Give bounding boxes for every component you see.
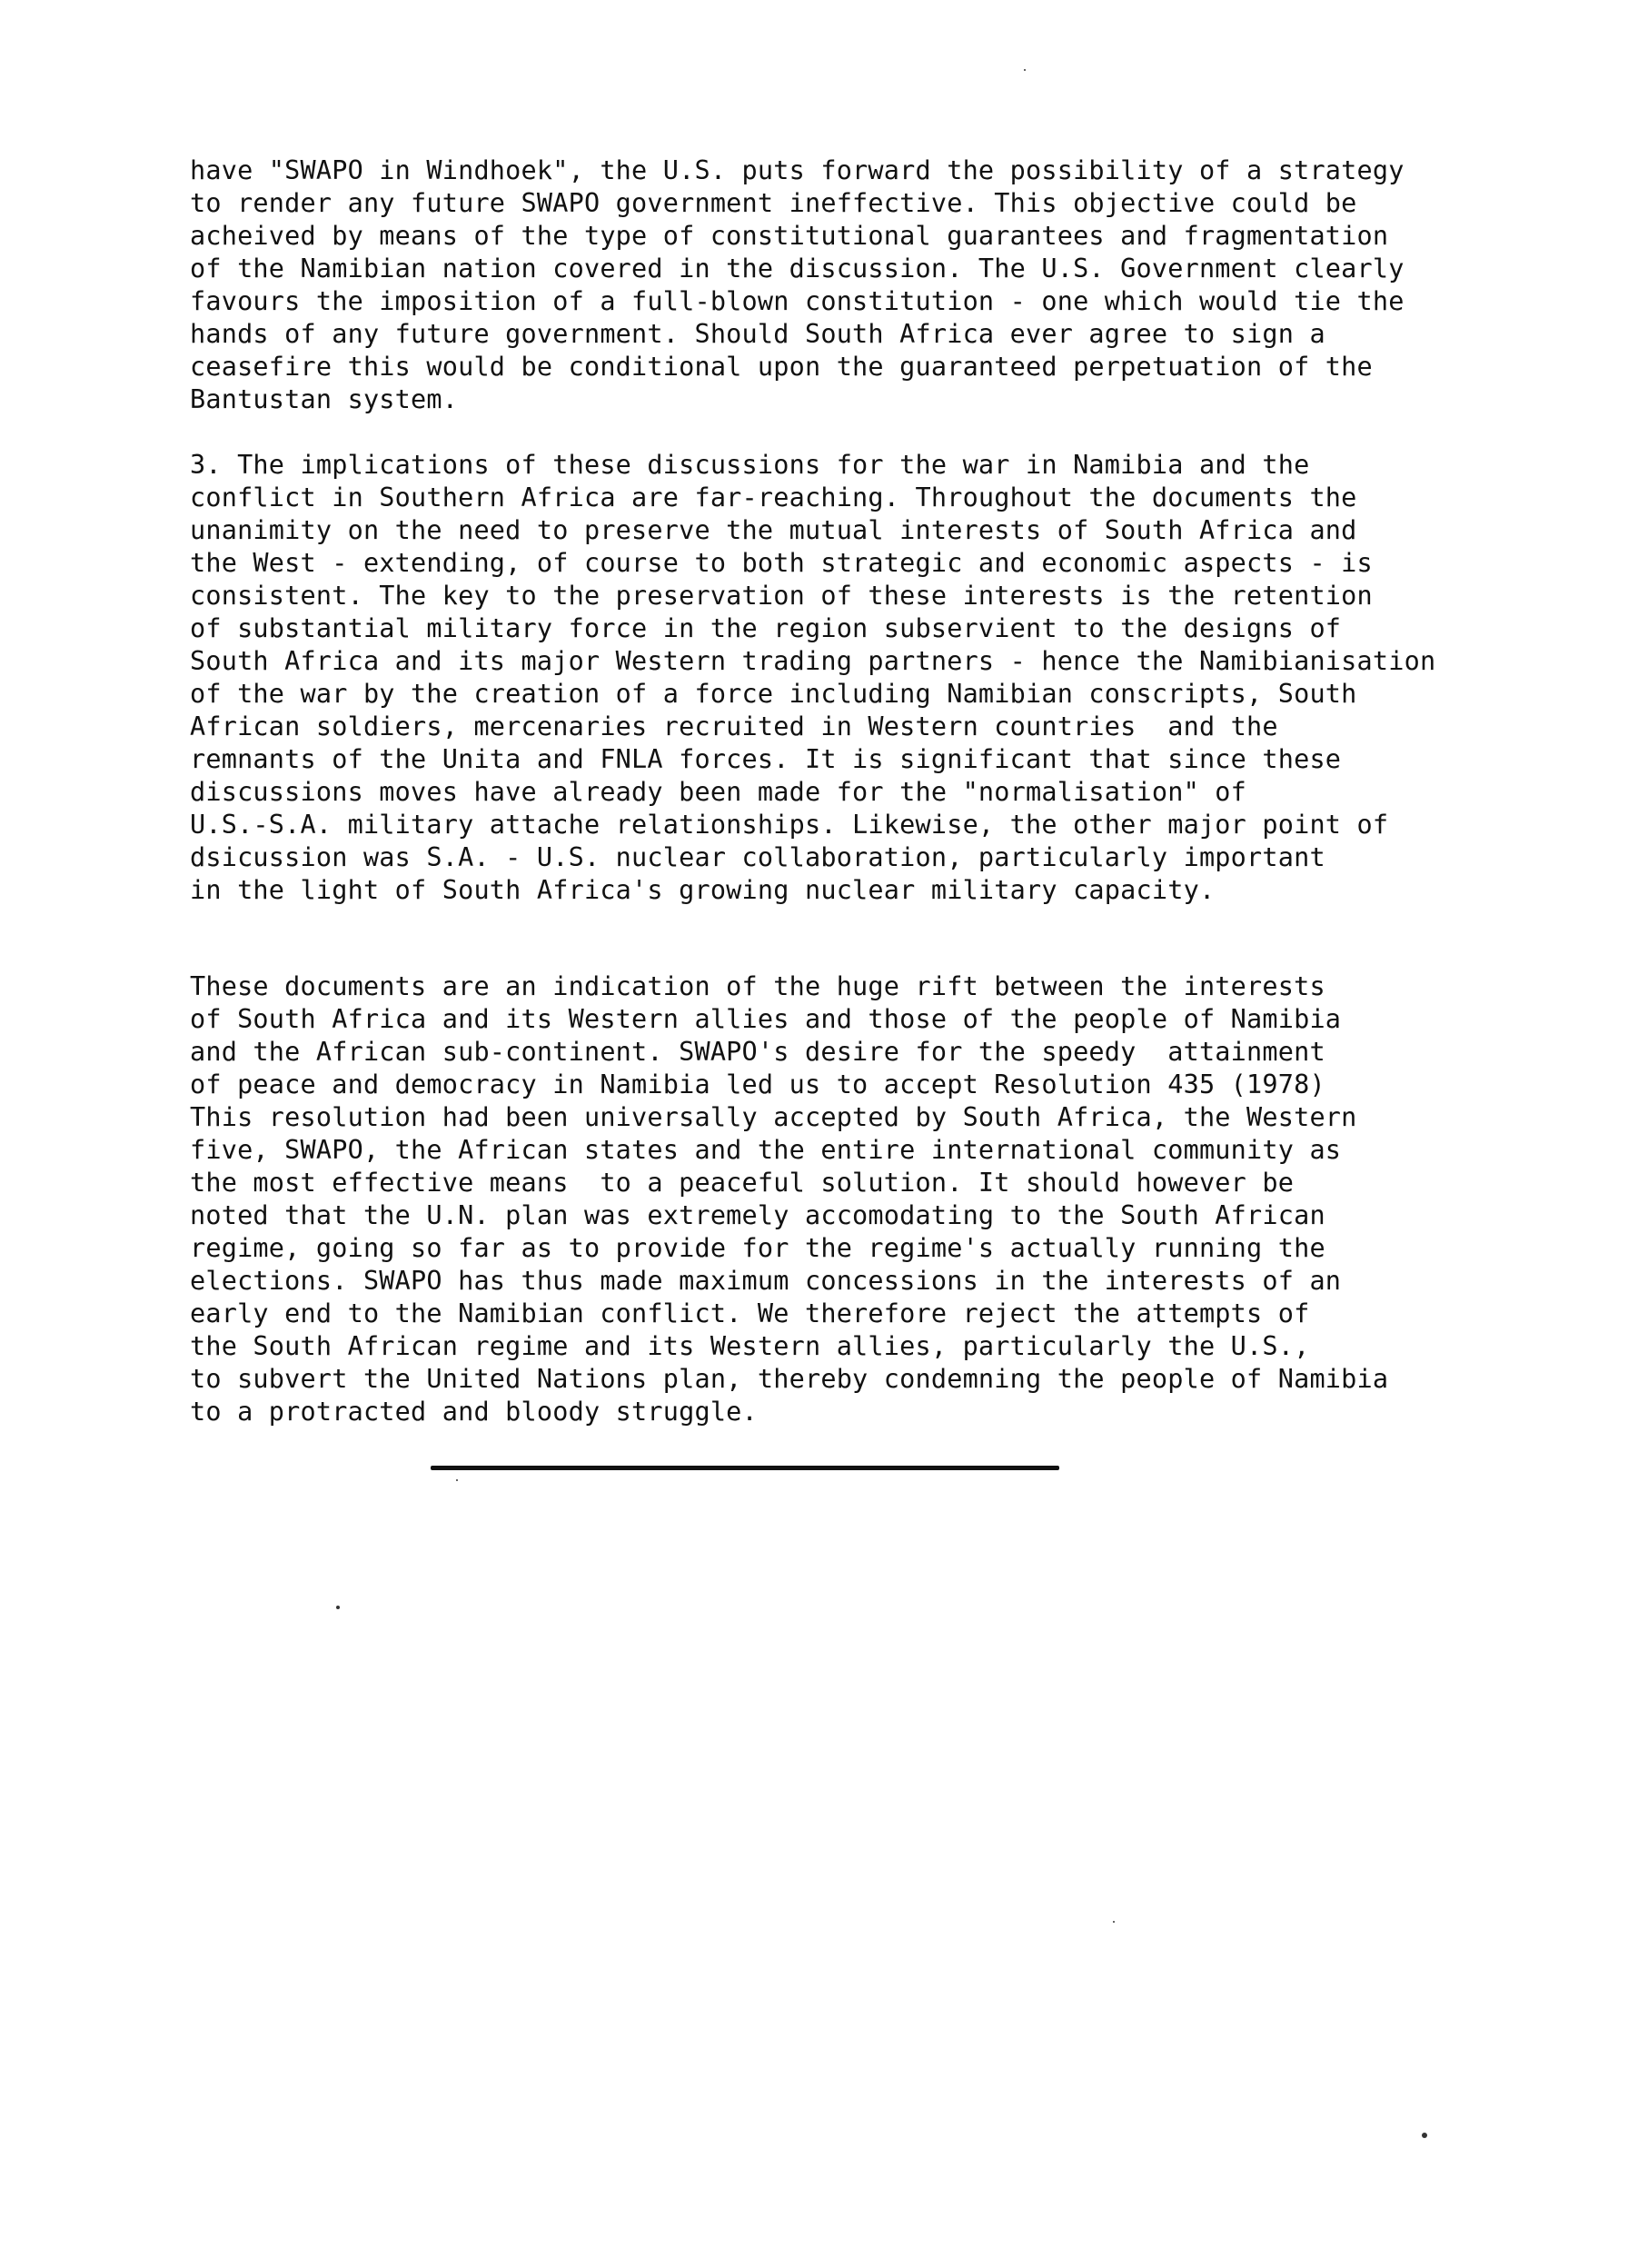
text-line: the most effective means to a peaceful solution. It should however be <box>190 1168 1295 1198</box>
scan-speck <box>456 1479 458 1481</box>
text-line: regime, going so far as to provide for the regime's actually running the <box>190 1233 1325 1263</box>
text-line: elections. SWAPO has thus made maximum concessions in the interests of an <box>190 1266 1342 1296</box>
text-line: consistent. The key to the preservation of these interests is the retention <box>190 581 1373 611</box>
scan-speck <box>1422 2133 1427 2138</box>
text-line: dsicussion was S.A. - U.S. nuclear collaboration, particularly important <box>190 842 1325 872</box>
text-line: early end to the Namibian conflict. We therefore reject the attempts of <box>190 1298 1310 1328</box>
text-line: to subvert the United Nations plan, thereby condemning the people of Namibia <box>190 1364 1389 1394</box>
text-line: of peace and democracy in Namibia led us to accept Resolution 435 (1978) <box>190 1069 1325 1099</box>
text-line: and the African sub-continent. SWAPO's desire for the speedy attainment <box>190 1037 1325 1067</box>
scan-speck <box>1113 1921 1115 1923</box>
text-line: of substantial military force in the region subservient to the designs of <box>190 613 1342 643</box>
text-line: unanimity on the need to preserve the mutual interests of South Africa and <box>190 515 1357 545</box>
text-line: Bantustan system. <box>190 384 459 414</box>
scan-speck <box>336 1606 340 1609</box>
end-rule-divider <box>431 1466 1059 1470</box>
paragraph-swapo-strategy <box>190 154 1498 416</box>
text-line: favours the imposition of a full-blown constitution - one which would tie the <box>190 286 1405 316</box>
text-line: discussions moves have already been made for the "normalisation" of <box>190 777 1247 807</box>
text-line: These documents are an indication of the huge rift between the interests <box>190 971 1325 1001</box>
text-line: in the light of South Africa's growing nuclear military capacity. <box>190 875 1216 905</box>
text-line: This resolution had been universally accepted by South Africa, the Western <box>190 1102 1357 1132</box>
text-line: five, SWAPO, the African states and the entire international community as <box>190 1135 1342 1165</box>
text-line: acheived by means of the type of constitutional guarantees and fragmentation <box>190 221 1389 251</box>
text-line: hands of any future government. Should South Africa ever agree to sign a <box>190 319 1325 349</box>
text-line: of the Namibian nation covered in the discussion. The U.S. Government clearly <box>190 254 1405 284</box>
text-line: African soldiers, mercenaries recruited in Western countries and the <box>190 711 1278 741</box>
text-line: have "SWAPO in Windhoek", the U.S. puts forward the possibility of a strategy <box>190 155 1405 185</box>
text-line: to render any future SWAPO government ineffective. This objective could be <box>190 188 1357 218</box>
text-line: the South African regime and its Western allies, particularly the U.S., <box>190 1331 1310 1361</box>
scan-speck <box>1024 69 1026 71</box>
paragraph-conclusion <box>190 970 1498 1428</box>
text-line: ceasefire this would be conditional upon the guaranteed perpetuation of the <box>190 352 1373 382</box>
text-line: the West - extending, of course to both strategic and economic aspects - is <box>190 548 1373 578</box>
text-line: of the war by the creation of a force including Namibian conscripts, South <box>190 679 1357 709</box>
text-line: conflict in Southern Africa are far-reaching. Throughout the documents the <box>190 482 1357 512</box>
text-line: U.S.-S.A. military attache relationships. Likewise, the other major point of <box>190 810 1389 840</box>
paragraph-implications <box>190 449 1498 907</box>
text-line: remnants of the Unita and FNLA forces. It is significant that since these <box>190 744 1342 774</box>
text-line: of South Africa and its Western allies and those of the people of Namibia <box>190 1004 1342 1034</box>
text-line: South Africa and its major Western trading partners - hence the Namibianisation <box>190 646 1436 676</box>
text-line: 3. The implications of these discussions for the war in Namibia and the <box>190 450 1310 480</box>
text-line: to a protracted and bloody struggle. <box>190 1397 758 1427</box>
text-line: noted that the U.N. plan was extremely accomodating to the South African <box>190 1200 1325 1230</box>
